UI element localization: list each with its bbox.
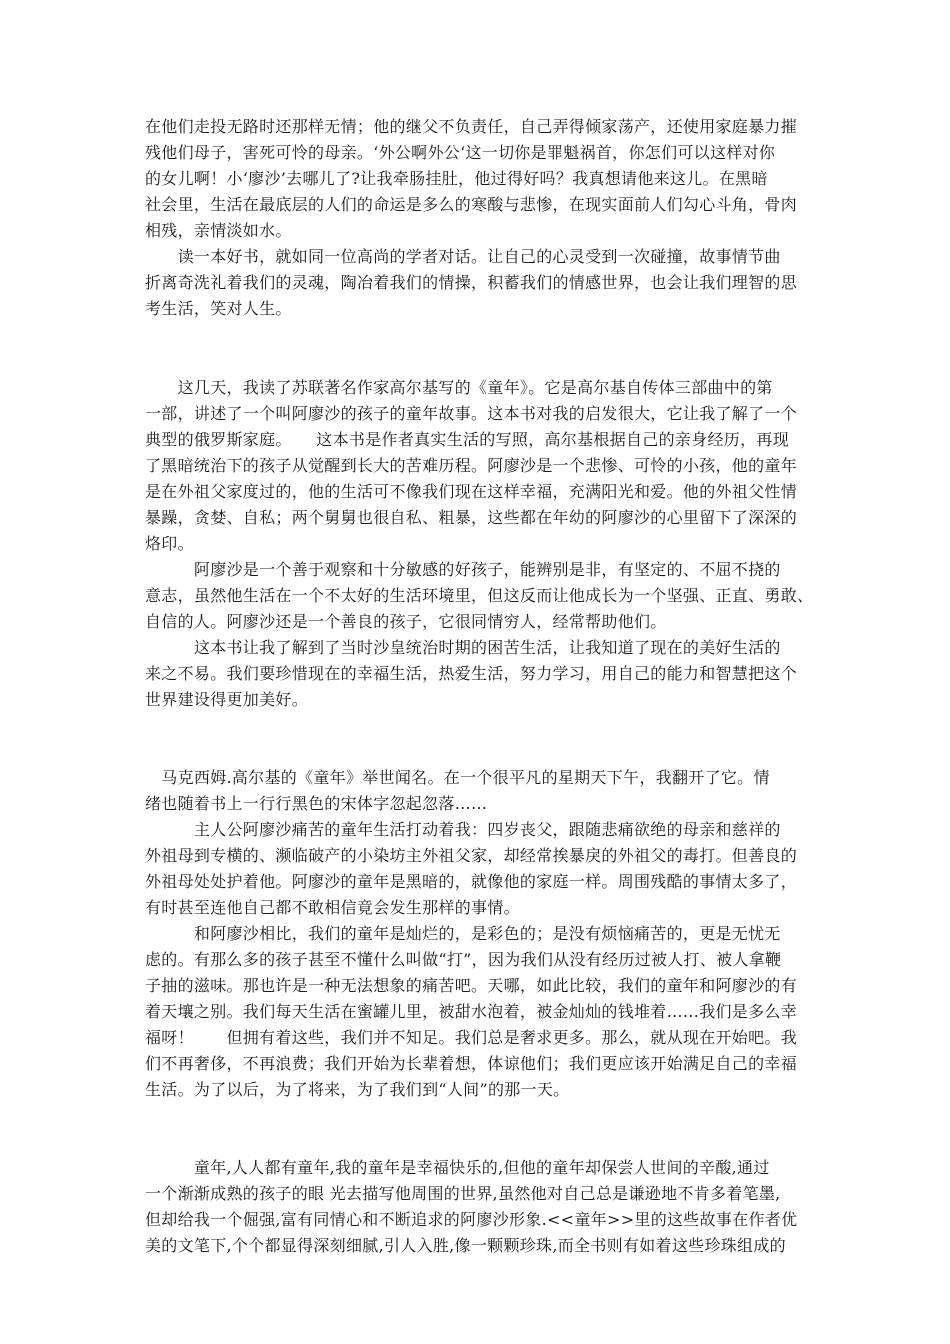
text-line: 世界建设得更加美好。 <box>145 690 309 709</box>
text-line: 了黑暗统治下的孩子从觉醒到长大的苦难历程。阿廖沙是一个悲惨、可怜的小孩，他的童年 <box>145 456 798 475</box>
text-line: 但却给我一个倔强,富有同情心和不断追求的阿廖沙形象.<<童年>>里的这些故事在作者优 <box>145 1210 798 1229</box>
text-line: 典型的俄罗斯家庭。 这本书是作者真实生活的写照，高尔基根据自己的亲身经历，再现 <box>145 430 790 449</box>
text-line: 读一本好书，就如同一位高尚的学者对话。让自己的心灵受到一次碰撞，故事情节曲 <box>145 247 781 266</box>
text-line: 相残，亲情淡如水。 <box>145 221 292 240</box>
text-line: 残他们母子，害死可怜的母亲。‘外公啊外公‘这一切你是罪魁祸首，你怎们可以这样对你 <box>145 143 776 162</box>
text-line: 外祖母到专横的、濒临破产的小染坊主外祖父家，却经常挨暴戾的外祖父的毒打。但善良的 <box>145 846 798 865</box>
text-line: 折离奇洗礼着我们的灵魂，陶冶着我们的情操，积蓄我们的情感世界，也会让我们理智的思 <box>145 273 798 292</box>
text-line: 外祖母处处护着他。阿廖沙的童年是黑暗的，就像他的家庭一样。周围残酷的事情太多了， <box>145 872 798 891</box>
text-line: 烙印。 <box>145 534 194 553</box>
text-line: 子抽的滋味。那也许是一种无法想象的痛苦吧。天哪，如此比较，我们的童年和阿廖沙的有 <box>145 976 798 995</box>
text-line: 是在外祖父家度过的，他的生活可不像我们现在这样幸福，充满阳光和爱。他的外祖父性情 <box>145 482 798 501</box>
text-line: 在他们走投无路时还那样无情；他的继父不负责任，自己弄得倾家荡产，还使用家庭暴力摧 <box>145 117 798 136</box>
text-line: 这几天，我读了苏联著名作家高尔基写的《童年》。它是高尔基自传体三部曲中的第 <box>145 378 773 397</box>
text-line: 的女儿啊！小‘廖沙’去哪儿了?让我牵肠挂肚，他过得好吗？我真想请他来这儿。在黑暗 <box>145 169 768 188</box>
text-line: 们不再奢侈，不再浪费；我们开始为长辈着想，体谅他们；我们更应该开始满足自己的幸福 <box>145 1054 798 1073</box>
text-line: 福呀！ 但拥有着这些，我们并不知足。我们总是奢求更多。那么，就从现在开始吧。我 <box>145 1028 798 1047</box>
text-line: 童年,人人都有童年,我的童年是幸福快乐的,但他的童年却保尝人世间的辛酸,通过 <box>145 1158 770 1177</box>
text-line: 马克西姆.高尔基的《童年》举世闻名。在一个很平凡的星期天下午，我翻开了它。情 <box>145 768 770 787</box>
text-line: 社会里，生活在最底层的人们的命运是多么的寒酸与悲惨，在现实面前人们勾心斗角，骨肉 <box>145 195 798 214</box>
text-line: 主人公阿廖沙痛苦的童年生活打动着我：四岁丧父，跟随悲痛欲绝的母亲和慈祥的 <box>145 820 781 839</box>
text-line: 有时甚至连他自己都不敢相信竟会发生那样的事情。 <box>145 898 520 917</box>
text-line: 着天壤之别。我们每天生活在蜜罐儿里，被甜水泡着，被金灿灿的钱堆着……我们是多么幸 <box>145 1002 798 1021</box>
text-line: 绪也随着书上一行行黑色的宋体字忽起忽落…… <box>145 794 488 813</box>
text-line: 暴躁，贪婪、自私；两个舅舅也很自私、粗暴，这些都在年幼的阿廖沙的心里留下了深深的 <box>145 508 798 527</box>
text-line: 来之不易。我们要珍惜现在的幸福生活，热爱生活，努力学习，用自己的能力和智慧把这个 <box>145 664 798 683</box>
text-line: 意志，虽然他生活在一个不太好的生活环境里，但这反而让他成长为一个坚强、正直、勇敢、 <box>145 586 814 605</box>
text-line: 虑的。有那么多的孩子甚至不懂什么叫做“打”，因为我们从没有经历过被人打、被人拿鞭 <box>145 950 782 969</box>
text-line: 和阿廖沙相比，我们的童年是灿烂的，是彩色的；是没有烦恼痛苦的，更是无忧无 <box>145 924 781 943</box>
text-line: 阿廖沙是一个善于观察和十分敏感的好孩子，能辨别是非，有坚定的、不屈不挠的 <box>145 560 781 579</box>
text-line: 考生活，笑对人生。 <box>145 299 292 318</box>
text-line: 生活。为了以后，为了将来，为了我们到“人间”的那一天。 <box>145 1080 570 1099</box>
text-line: 一个渐渐成熟的孩子的眼 光去描写他周围的世界,虽然他对自己总是谦逊地不肯多着笔墨, <box>145 1184 781 1203</box>
text-line: 自信的人。阿廖沙还是一个善良的孩子，它很同情穷人，经常帮助他们。 <box>145 612 667 631</box>
text-line: 一部，讲述了一个叫阿廖沙的孩子的童年故事。这本书对我的启发很大，它让我了解了一个 <box>145 404 798 423</box>
text-line: 这本书让我了解到了当时沙皇统治时期的困苦生活，让我知道了现在的美好生活的 <box>145 638 781 657</box>
text-line: 美的文笔下,个个都显得深刻细腻,引人入胜,像一颗颗珍珠,而全书则有如着这些珍珠组成的 <box>145 1236 786 1255</box>
